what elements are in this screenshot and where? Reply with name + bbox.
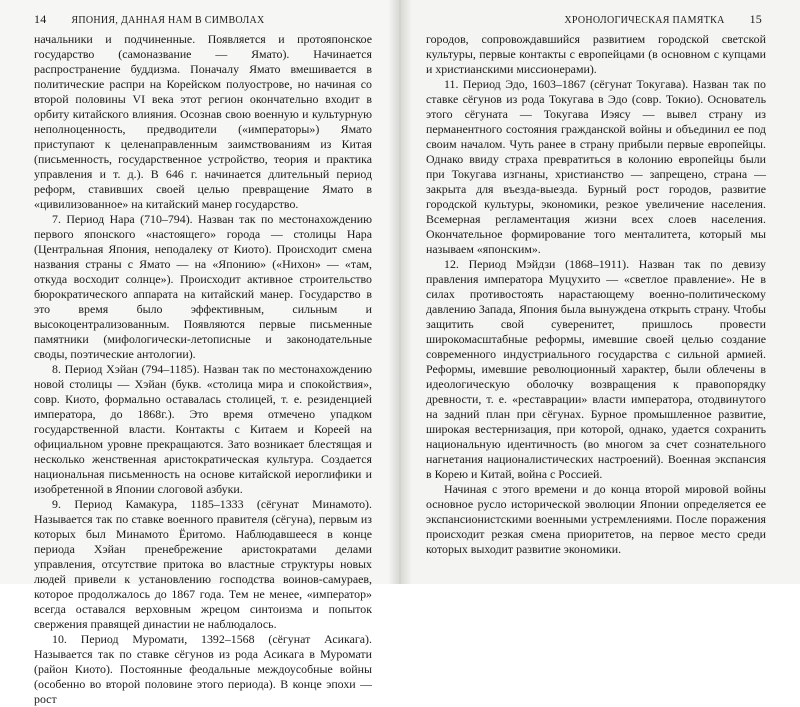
paragraph: 12. Период Мэйдзи (1868–1911). Назван так по девизу правления императора Муцухито — «светлое правление». Не в силах противостоять нарастающему военно-политическому давлению Запада, Япония была вынуждена открыть страну. Чтобы защитить свой суверенитет, пришлось провести широкомасштабные реформы, имевшие своей целью создание современного индустриального государства с сильной армией. Реформы, имевшие революционный характер, были облечены в идеологическую оболочку возвращения к правопорядку древности, т. е. «реставрации» власти императора, отодвинутого на задний план при сёгунах. Бурное промышленное развитие, широкая вестернизация, при которой, однако, удается сохранить национальную идентичность (во многом за счет сознательного нагнетания националистических настроений). Военная экспансия в Корею и Китай, война с Россией. bbox=[426, 257, 766, 481]
paragraph: 11. Период Эдо, 1603–1867 (сёгунат Токугава). Назван так по ставке сёгунов из рода Токугава в Эдо (совр. Токио). Основатель этого сёгуната — Токугава Иэясу — вывел страну из перманентного состояния гражданской войны и объединил ее под своим началом. Чуть ранее в страну прибыли первые европейцы. Однако ввиду страха превратиться в колонию европейцы были при Токугава изгнаны, христианство — запрещено, страна — закрыта для въезда-выезда. Бурный рост городов, развитие городской культуры, экономики, резкое увеличение населения. Всемерная регламентация жизни всех слоев населения. Окончательное формирование того менталитета, который мы называем «японским». bbox=[426, 77, 766, 256]
left-page-text bbox=[34, 32, 372, 707]
paragraph: 9. Период Камакура, 1185–1333 (сёгунат Минамото). Называется так по ставке военного правителя (сёгуна), первым из которых был Минамото Ёритомо. Наблюдавшееся в конце периода Хэйан пренебрежение аристократами делами управления, отсутствие притока во властные структуры новых людей привели к установлению господства воинов-самураев, которое продолжалось до 1867 года. Тем не менее, «император» всегда оставался верховным жрецом синтоизма и попыток свержения правящей династии не наблюдалось. bbox=[34, 497, 372, 631]
right-page-text bbox=[426, 32, 766, 557]
paragraph: городов, сопровождавшийся развитием городской светской культуры, первые контакты с европейцами (в основном с купцами и христианскими миссионерами). bbox=[426, 32, 766, 76]
book-gutter bbox=[388, 0, 412, 584]
left-page bbox=[0, 0, 400, 706]
page-number: 14 bbox=[34, 12, 47, 26]
right-page bbox=[400, 0, 800, 584]
paragraph: 8. Период Хэйан (794–1185). Назван так по местонахождению новой столицы — Хэйан (букв. «столица мира и спокойствия», совр. Киото, формально оставалась столицей, т. е. резиденцией императора, до 1868г.). Это время отмечено упадком государственной власти. Контакты с Китаем и Кореей на официальном уровне прекращаются. Зато возникает блестящая и несколько женственная аристократическая культура. Создается национальная письменность на основе китайской иероглифики и изобретенной в Японии слоговой азбуки. bbox=[34, 362, 372, 496]
running-title: ЯПОНИЯ, ДАННАЯ НАМ В СИМВОЛАХ bbox=[71, 15, 265, 26]
paragraph: Начиная с этого времени и до конца второй мировой войны основное русло исторической эволюции Японии определяется ее экспансионистскими военными устремлениями. После поражения происходит резкая смена приоритетов, на первое место среди которых выходит развитие экономики. bbox=[426, 482, 766, 556]
page-number: 15 bbox=[749, 12, 762, 26]
running-title: ХРОНОЛОГИЧЕСКАЯ ПАМЯТКА bbox=[564, 15, 725, 26]
paragraph: 10. Период Муромати, 1392–1568 (сёгунат Асикага). Называется так по ставке сёгунов из рода Асикага в Муромати (район Киото). Постоянные феодальные междоусобные войны (особенно во второй половине этого периода). В конце эпохи — рост bbox=[34, 632, 372, 706]
right-page-header bbox=[422, 12, 762, 27]
left-page-header bbox=[34, 12, 374, 27]
paragraph: 7. Период Нара (710–794). Назван так по местонахождению первого японского «настоящего» города — столицы Нара (Центральная Япония, неподалеку от Киото). Происходит смена названия страны с Ямато — на «Японию» («Нихон» — «там, откуда восходит солнце»). Происходит активное строительство бюрократического аппарата на китайский манер. Государство в это время было эффективным, сильным и высокоцентрализованным. Появляются первые письменные памятники (мифологически-летописные и законодательные своды, поэтические антологии). bbox=[34, 212, 372, 361]
paragraph: начальники и подчиненные. Появляется и протояпонское государство (самоназвание — Ямато). Начинается распространение буддизма. Поначалу Ямато вмешивается в политические распри на Корейском полуострове, но начиная со второй половины VI века этот регион окончательно входит в орбиту китайского влияния. Осознав свою военную и культурную неполноценность, предводители («императоры») Ямато приступают к целенаправленным заимствованиям из Китая (письменность, государственное устройство, теория и практика управления и т. д.). В 646 г. начинается длительный период реформ, ставивших своей целью превращение Ямато в «цивилизованное» на китайский манер государство. bbox=[34, 32, 372, 211]
